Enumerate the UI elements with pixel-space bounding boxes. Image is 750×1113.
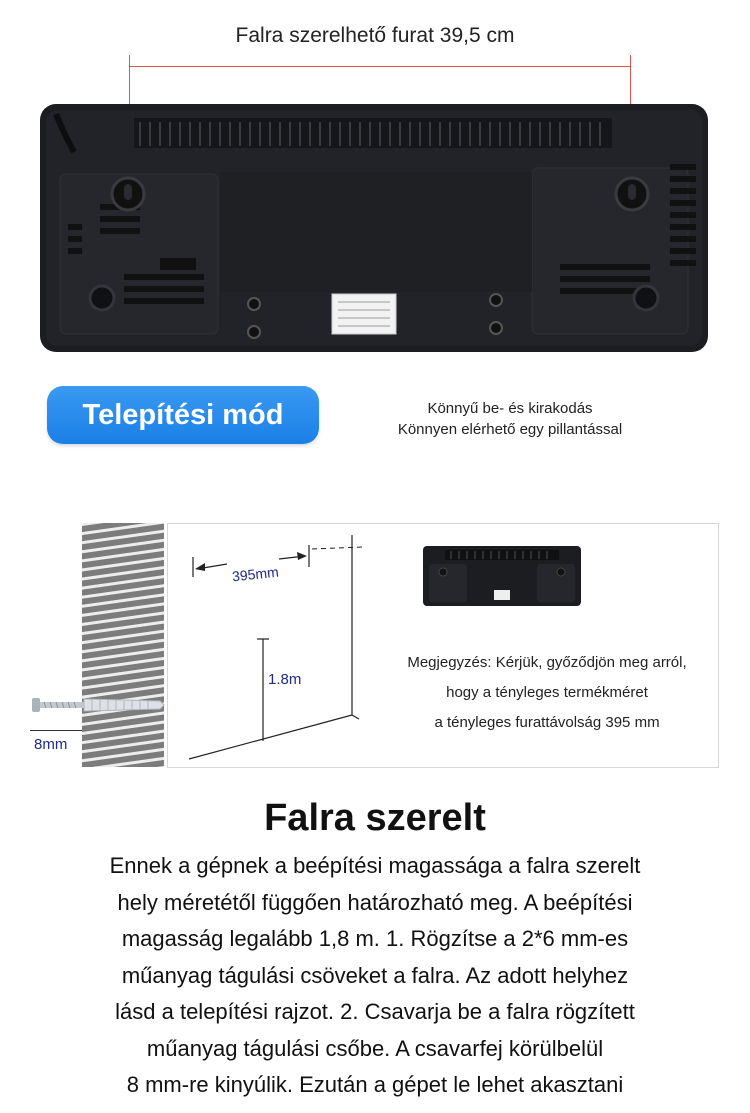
height-dimension-label: 1.8m <box>268 671 302 688</box>
installation-note-line: Könnyű be- és kirakodás <box>427 400 593 417</box>
diagram-note-line: Megjegyzés: Kérjük, győződjön meg arról, <box>407 654 687 671</box>
dimension-line-horizontal <box>129 66 631 67</box>
heater-back-panel-image <box>40 104 708 352</box>
diagram-note-line: a tényleges furattávolság 395 mm <box>434 714 660 731</box>
body-line: 8 mm-re kinyúlik. Ezután a gépet le lehet akasztani <box>126 1072 624 1097</box>
screw-dimension-line <box>30 730 82 731</box>
body-line: Ennek a gépnek a beépítési magassága a falra szerelt <box>109 853 641 878</box>
mounting-hole-dimension-label: Falra szerelhető furat 39,5 cm <box>235 24 515 47</box>
heater-thumbnail-image <box>423 546 581 606</box>
installation-note-line: Könnyen elérhető egy pillantással <box>397 421 623 438</box>
body-line: hely méretétől függően határozható meg. A beépítési <box>117 889 633 915</box>
body-line: műanyag tágulási csöveket a falra. Az adott helyhez <box>121 962 629 988</box>
body-line: magasság legalább 1,8 m. 1. Rögzítse a 2*6 mm-es <box>121 926 629 951</box>
screw-protrusion-label: 8mm <box>34 736 68 753</box>
diagram-note-line: hogy a tényleges termékméret <box>446 684 648 701</box>
installation-method-badge: Telepítési mód <box>47 386 319 444</box>
section-title: Falra szerelt <box>264 797 486 839</box>
section-body <box>55 848 695 1104</box>
body-line: lásd a telepítési rajzot. 2. Csavarja be a falra rögzített <box>115 999 635 1024</box>
diagram-note <box>372 648 722 738</box>
screw-anchor-image <box>30 690 165 720</box>
width-dimension-label: 395mm <box>231 563 280 585</box>
wall-texture <box>82 523 164 767</box>
body-line: műanyag tágulási csőbe. A csavarfej körülbelül <box>146 1035 604 1061</box>
installation-notes <box>350 398 670 440</box>
